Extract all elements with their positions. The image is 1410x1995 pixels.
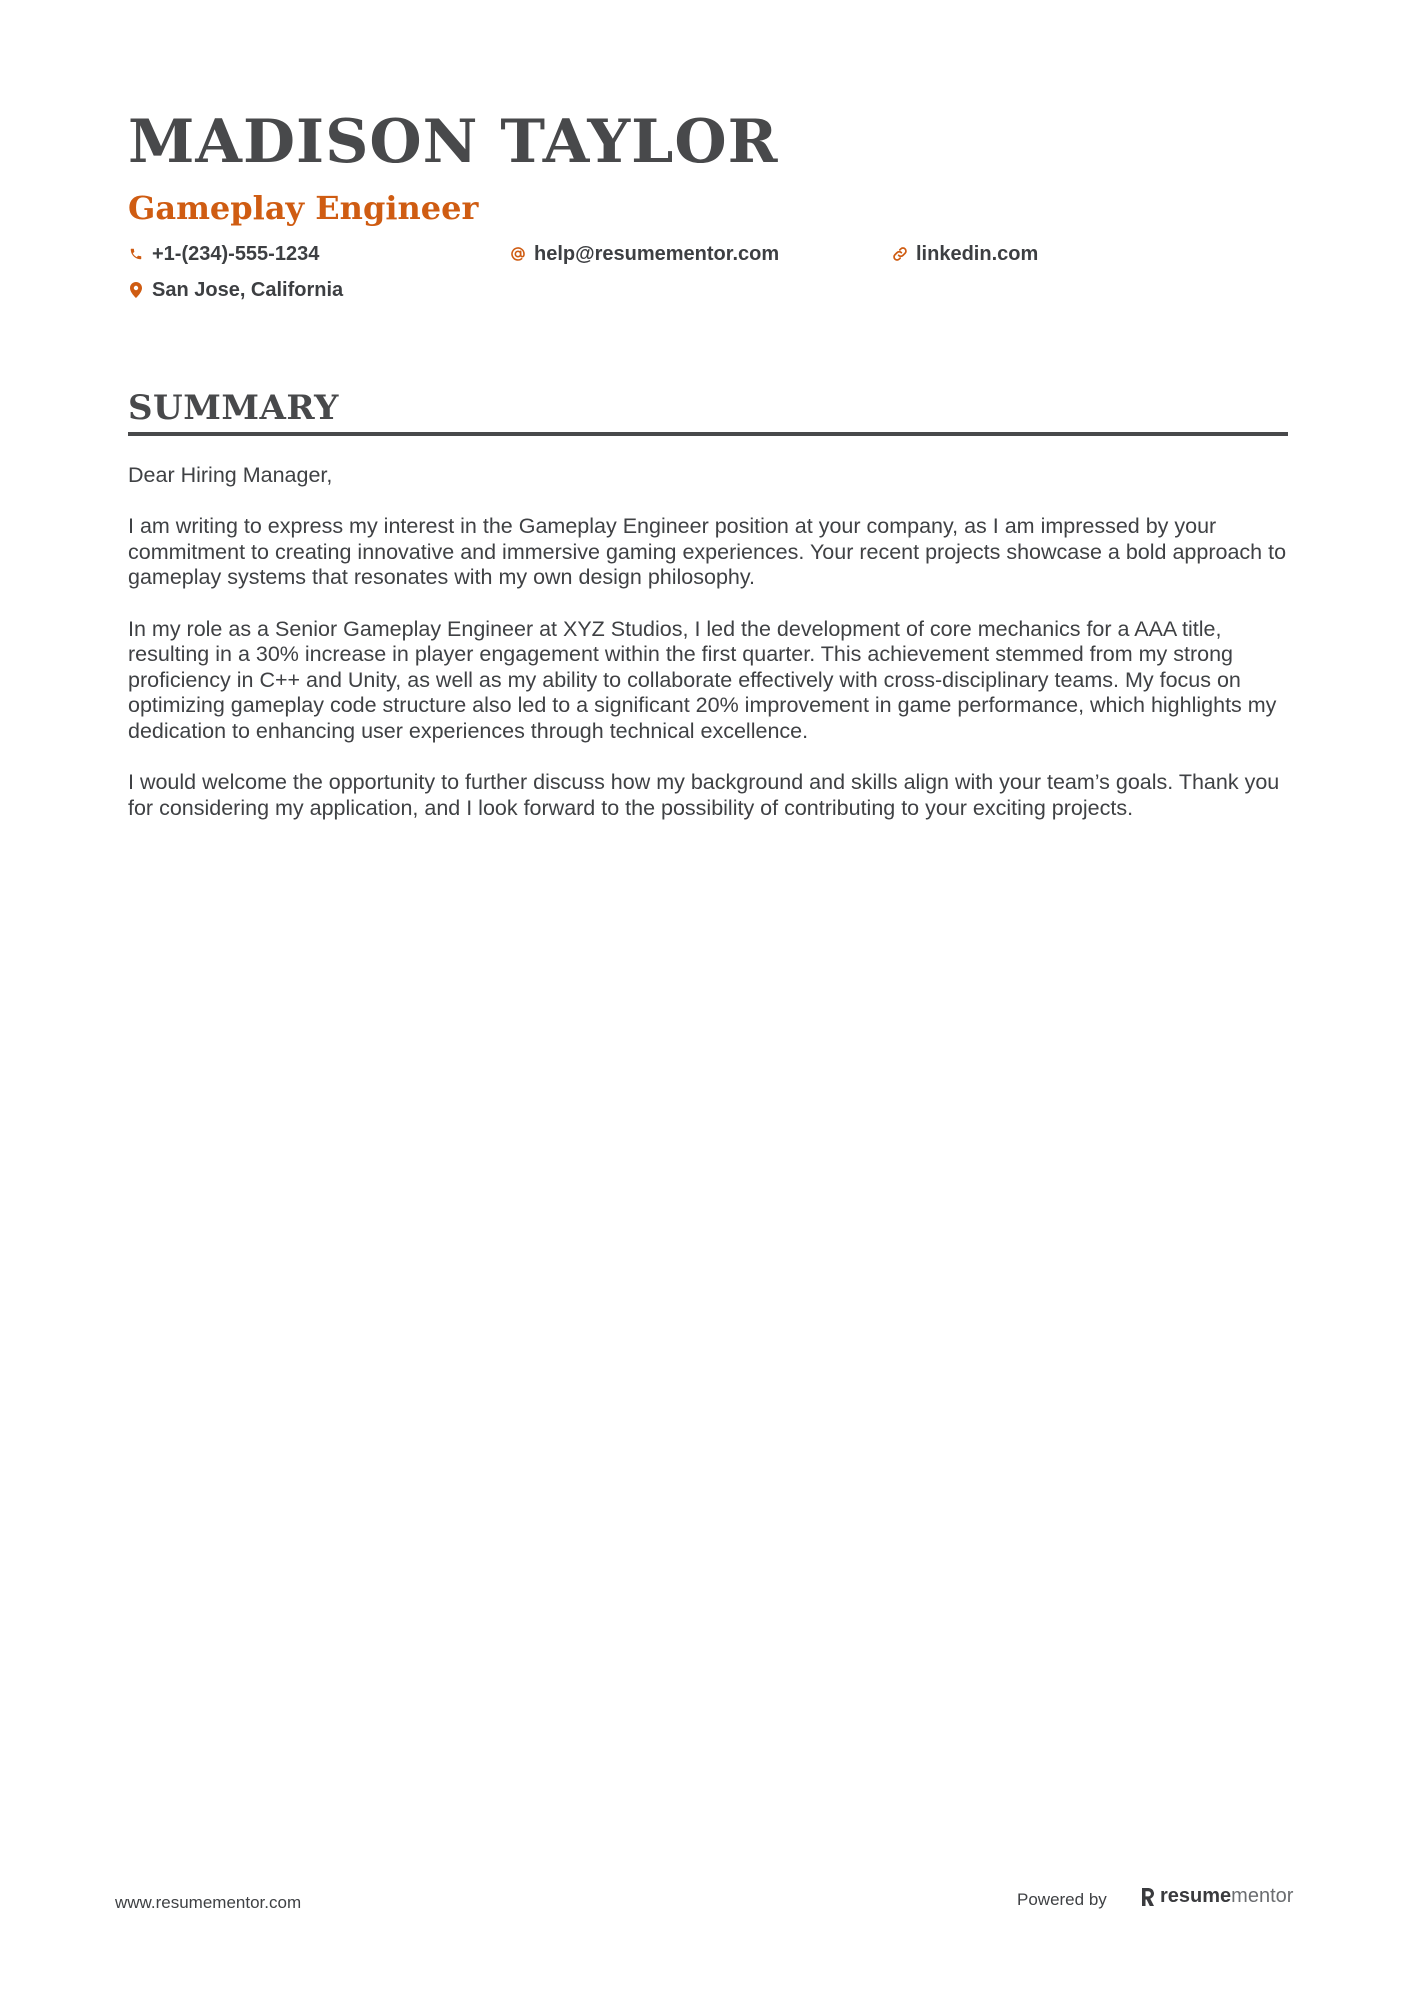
footer-website[interactable]: www.resumementor.com [115,1893,302,1912]
letter-paragraph: In my role as a Senior Gameplay Engineer at XYZ Studios, I led the development of core mechanics for a AAA title, resulting in a 30% increase in player engagement within the first quarter. This achievement stemmed from my strong proficiency in C++ and Unity, as well as my ability to collaborate effectively with cross-disciplinary teams. My focus on optimizing gameplay code structure also led to a significant 20% improvement in game performance, which highlights my dedication to enhancing user experiences through technical excellence. [128,616,1277,743]
at-icon [510,246,526,262]
job-title: Gameplay Engineer [128,189,479,227]
map-pin-icon [128,282,144,298]
brand-name-part2: mentor [1231,1885,1294,1907]
linkedin-text: linkedin.com [916,242,1039,265]
resumementor-logo-icon [1140,1886,1156,1908]
email-text: help@resumementor.com [534,242,780,265]
phone-text: +1-(234)-555-1234 [152,242,320,265]
letter-paragraph: I would welcome the opportunity to further discuss how my background and skills align with your team’s goals. Thank you for considering my application, and I look forward to the possibility of contributing to your exciting projects. [128,770,1280,820]
salutation: Dear Hiring Manager, [128,463,333,487]
location-text: San Jose, California [152,278,344,301]
contact-linkedin [892,241,1038,267]
letter-paragraph: I am writing to express my interest in the Gameplay Engineer position at your company, as I am impressed by your commitment to creating innovative and immersive gaming experiences. Your recent projects showcase a bold approach to gameplay systems that resonates with my own design philosophy. [128,514,1287,590]
contact-email [510,241,779,267]
link-icon [892,246,908,262]
contact-location [128,277,343,303]
contact-phone [128,241,319,267]
letter-body [128,463,1298,847]
phone-icon [128,246,144,262]
brand-name-part1: resume [1160,1885,1232,1907]
candidate-name: MADISON TAYLOR [128,107,779,177]
summary-heading: SUMMARY [128,388,339,428]
section-divider [128,432,1288,436]
powered-by-label: Powered by [1017,1890,1107,1909]
brand-logo [1140,1885,1293,1908]
